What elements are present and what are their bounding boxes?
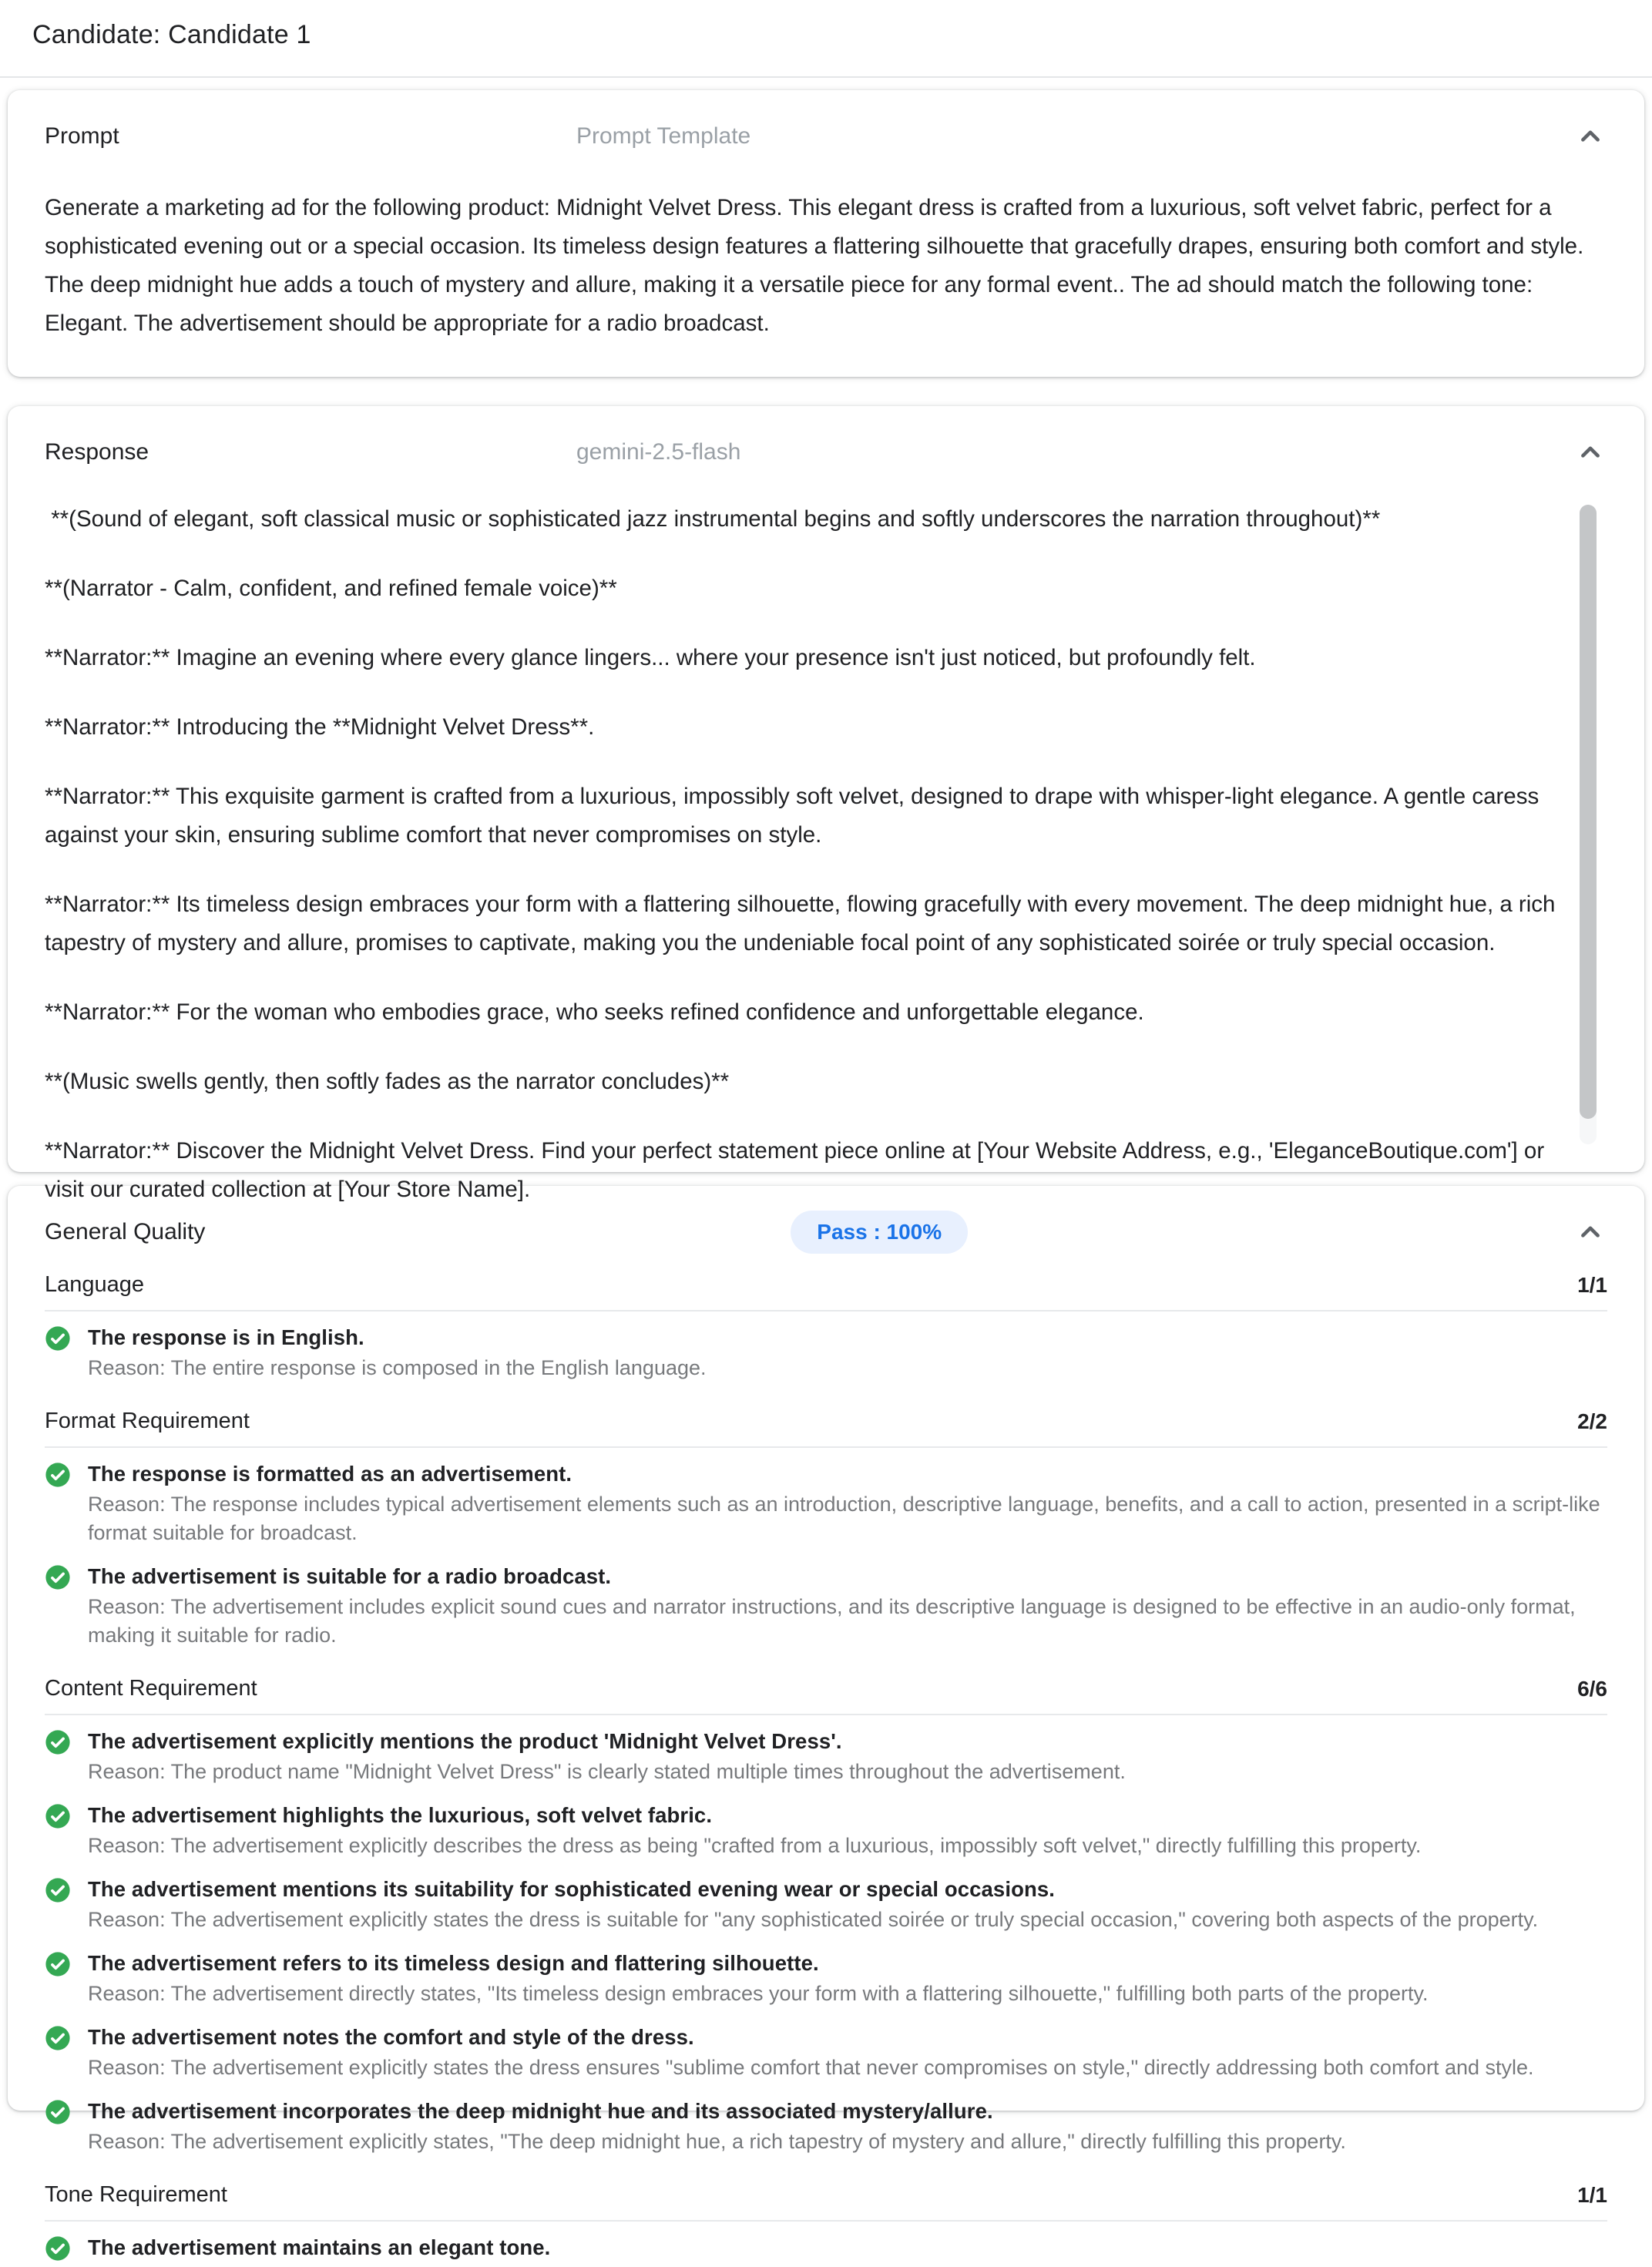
- check-circle-icon: [45, 1803, 71, 1829]
- model-name-label: gemini-2.5-flash: [576, 439, 741, 465]
- criterion-row: [45, 1863, 1607, 1937]
- section-title: Format Requirement: [45, 1409, 250, 1433]
- criterion-reason: Reason: The response includes typical advertisement elements such as an introduction, descriptive language, benefits, and a call to action, presented in a script-like format suitable for broadcast.: [88, 1493, 1600, 1544]
- criterion-title: The advertisement notes the comfort and style of the dress.: [88, 2025, 694, 2049]
- check-circle-icon: [45, 1951, 71, 1977]
- criterion-reason: Reason: The advertisement explicitly describes the dress as being "crafted from a luxurious, impossibly soft velvet," directly fulfilling this property.: [88, 1834, 1422, 1857]
- criterion-row: [45, 1550, 1607, 1653]
- scrollbar-track[interactable]: [1580, 505, 1597, 1144]
- criterion-reason: Reason: The advertisement explicitly states the dress ensures "sublime comfort that never compromises on style," directly addressing both comfort and style.: [88, 2056, 1534, 2079]
- page-header: [0, 0, 1652, 78]
- criterion-row: [45, 1312, 1607, 1385]
- chevron-up-icon[interactable]: [1573, 119, 1607, 153]
- section-score: 1/1: [1577, 2183, 1607, 2207]
- response-paragraph: **Narrator:** Discover the Midnight Velvet Dress. Find your perfect statement piece online at [Your Website Address, e.g., 'EleganceBoutique.com'] or visit our curated collection at [Your Store Name].: [45, 1138, 1551, 1202]
- response-paragraph: **Narrator:** Its timeless design embraces your form with a flattering silhouette, flowing gracefully with every movement. The deep midnight hue, a rich tapestry of mystery and allure, promises to captivate, making you the undeniable focal point of any sophisticated soirée or truly special occasion.: [45, 892, 1562, 955]
- section-header-tone: [45, 2159, 1607, 2222]
- criterion-reason: Reason: The advertisement includes explicit sound cues and narrator instructions, and its descriptive language is designed to be effective in an audio-only format, making it suitable for radio.: [88, 1595, 1576, 1647]
- response-paragraph: **Narrator:** This exquisite garment is crafted from a luxurious, impossibly soft velvet, designed to drape with whisper-light elegance. A gentle caress against your skin, ensuring sublime comfort that never compromises on style.: [45, 784, 1546, 848]
- response-paragraph: **(Sound of elegant, soft classical music or sophisticated jazz instrumental begins and softly underscores the narration throughout)**: [45, 506, 1381, 532]
- section-score: 6/6: [1577, 1677, 1607, 1701]
- section-title: Language: [45, 1272, 145, 1297]
- check-circle-icon: [45, 2235, 71, 2262]
- general-quality-card: [8, 1186, 1644, 2259]
- quality-card-header: [45, 1215, 1607, 1249]
- pass-rate-badge: Pass : 100%: [791, 1211, 968, 1254]
- criterion-row: [45, 1448, 1607, 1550]
- response-paragraph: **Narrator:** For the woman who embodies grace, who seeks refined confidence and unforgettable elegance.: [45, 999, 1144, 1025]
- check-circle-icon: [45, 1325, 71, 1352]
- criterion-row: [45, 1715, 1607, 1789]
- response-paragraph: **(Narrator - Calm, confident, and refined female voice)**: [45, 576, 617, 601]
- criterion-row: [45, 1937, 1607, 2011]
- prompt-text: Generate a marketing ad for the following product: Midnight Velvet Dress. This elegant dress is crafted from a luxurious, soft velvet fabric, perfect for a sophisticated evening out or a special occasion. Its timeless design features a flattering silhouette that gracefully drapes, ensuring both comfort and style. The deep midnight hue adds a touch of mystery and allure, making it a versatile piece for any formal event.. The ad should match the following tone: Elegant. The advertisement should be appropriate for a radio broadcast.: [45, 195, 1590, 336]
- criterion-title: The advertisement mentions its suitability for sophisticated evening wear or special occasions.: [88, 1877, 1056, 1901]
- criterion-reason: Reason: The advertisement explicitly states, "The deep midnight hue, a rich tapestry of mystery and allure," directly fulfilling this property.: [88, 2130, 1346, 2153]
- prompt-template-label: Prompt Template: [576, 123, 751, 149]
- section-header-content: [45, 1653, 1607, 1715]
- prompt-label: Prompt: [45, 123, 119, 149]
- response-paragraph: **(Music swells gently, then softly fades as the narrator concludes)**: [45, 1069, 730, 1094]
- criterion-row: [45, 1789, 1607, 1863]
- criterion-reason: Reason: The advertisement directly states, "Its timeless design embraces your form with a flattering silhouette," fulfilling both parts of the property.: [88, 1982, 1429, 2005]
- cards-container: [0, 90, 1652, 2259]
- check-circle-icon: [45, 2099, 71, 2125]
- chevron-up-icon[interactable]: [1573, 1215, 1607, 1249]
- section-title: Content Requirement: [45, 1676, 257, 1701]
- check-circle-icon: [45, 1462, 71, 1488]
- section-header-language: [45, 1249, 1607, 1312]
- prompt-card-header: [45, 119, 1607, 153]
- response-label: Response: [45, 439, 149, 465]
- criterion-row: [45, 2011, 1607, 2085]
- criterion-reason: Reason: The product name "Midnight Velvet Dress" is clearly stated multiple times throughout the advertisement.: [88, 1760, 1126, 1783]
- response-card: [8, 406, 1644, 1202]
- scrollbar-thumb[interactable]: [1580, 505, 1597, 1119]
- check-circle-icon: [45, 1729, 71, 1755]
- section-header-format: [45, 1385, 1607, 1448]
- criterion-title: The advertisement refers to its timeless design and flattering silhouette.: [88, 1951, 819, 1975]
- criterion-title: The response is formatted as an advertisement.: [88, 1462, 572, 1486]
- check-circle-icon: [45, 1877, 71, 1903]
- response-paragraph: **Narrator:** Imagine an evening where every glance lingers... where your presence isn't just noticed, but profoundly felt.: [45, 645, 1256, 670]
- general-quality-label: General Quality: [45, 1219, 206, 1244]
- check-circle-icon: [45, 1564, 71, 1590]
- section-title: Tone Requirement: [45, 2182, 227, 2207]
- criterion-title: The advertisement maintains an elegant tone.: [88, 2235, 551, 2259]
- section-score: 2/2: [1577, 1409, 1607, 1433]
- criterion-title: The response is in English.: [88, 1325, 364, 1349]
- criterion-row: [45, 2085, 1607, 2159]
- criterion-title: The advertisement highlights the luxurious, soft velvet fabric.: [88, 1803, 713, 1827]
- response-card-header: [45, 435, 1607, 469]
- criterion-reason: Reason: The entire response is composed in the English language.: [88, 1356, 707, 1379]
- criterion-title: The advertisement is suitable for a radio broadcast.: [88, 1564, 612, 1588]
- criterion-title: The advertisement explicitly mentions the product 'Midnight Velvet Dress'.: [88, 1729, 842, 1753]
- response-text-area[interactable]: [45, 500, 1607, 1202]
- section-score: 1/1: [1577, 1273, 1607, 1297]
- criterion-reason: Reason: The advertisement explicitly states the dress is suitable for "any sophisticated soirée or truly special occasion," covering both aspects of the property.: [88, 1908, 1539, 1931]
- check-circle-icon: [45, 2025, 71, 2051]
- page-title: Candidate: Candidate 1: [32, 20, 311, 49]
- criterion-title: The advertisement incorporates the deep midnight hue and its associated mystery/allure.: [88, 2099, 993, 2123]
- prompt-card: [8, 90, 1644, 377]
- response-paragraph: **Narrator:** Introducing the **Midnight Velvet Dress**.: [45, 714, 595, 740]
- criterion-row: [45, 2222, 1607, 2267]
- chevron-up-icon[interactable]: [1573, 435, 1607, 469]
